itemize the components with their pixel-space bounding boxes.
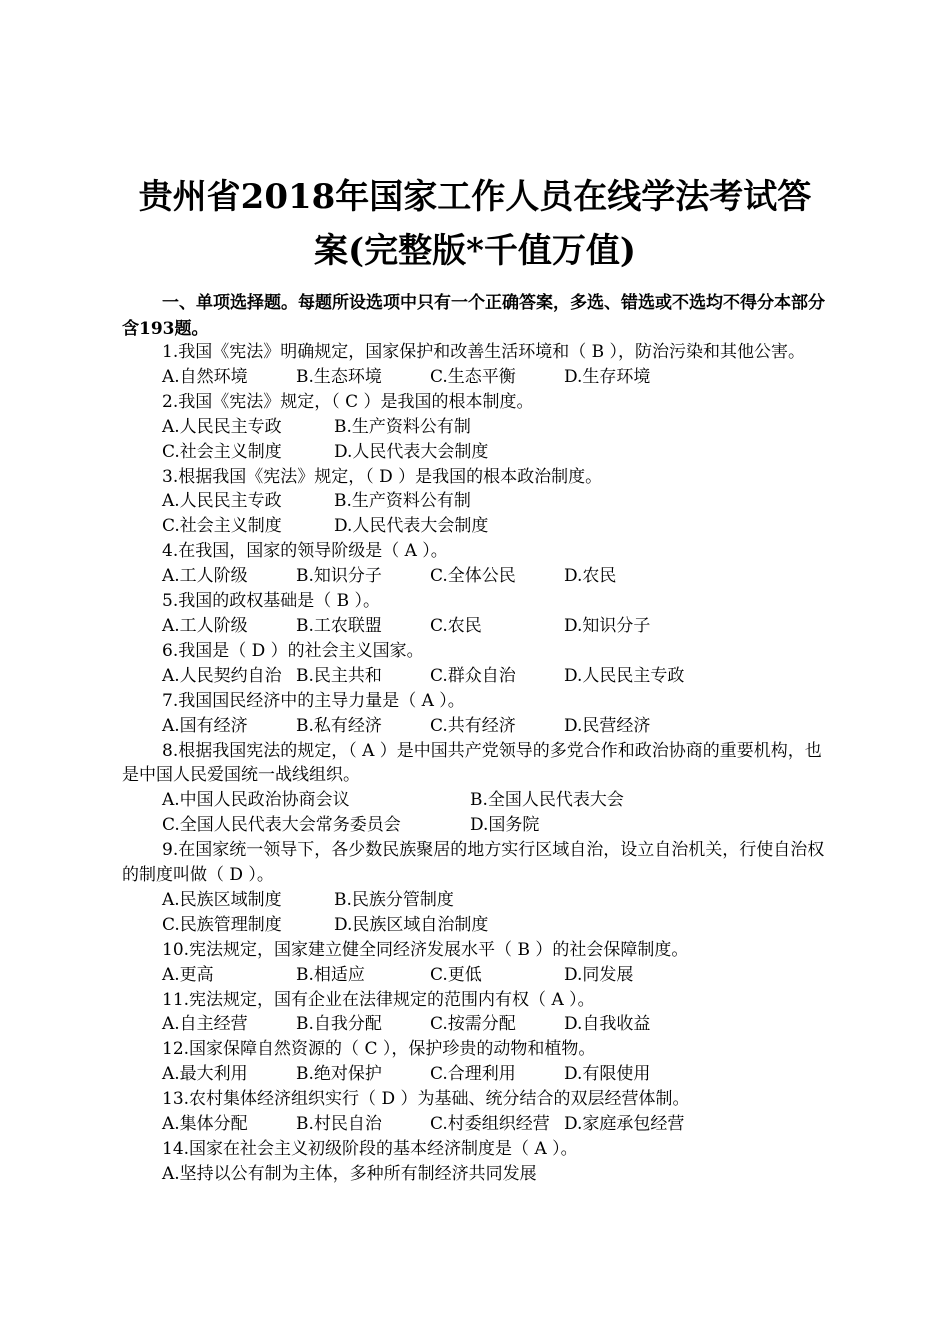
question-text: 9.在国家统一领导下，各少数民族聚居的地方实行区域自治，设立自治机关，行使自治权的制度叫做（ D ）。 — [122, 840, 825, 886]
option-row — [122, 664, 834, 689]
option-text: A.人民民主专政 — [162, 491, 282, 512]
option-row — [122, 514, 834, 539]
question-text: 3.根据我国《宪法》规定，（ D ）是我国的根本政治制度。 — [162, 466, 603, 487]
option-text: B.生产资料公有制 — [334, 416, 471, 437]
option-text: C.村委组织经营 — [430, 1114, 550, 1135]
option-text: C.全体公民 — [430, 566, 516, 587]
option-row — [122, 788, 834, 813]
question-text: 14.国家在社会主义初级阶段的基本经济制度是（ A ）。 — [162, 1139, 578, 1159]
option-text: A.中国人民政治协商会议 — [162, 790, 350, 811]
question-list — [122, 340, 834, 1187]
option-text: A.集体分配 — [162, 1114, 248, 1135]
question-text: 2.我国《宪法》规定，（ C ）是我国的根本制度。 — [162, 391, 534, 412]
option-text: C.社会主义制度 — [162, 516, 282, 537]
option-text: A.人民民主专政 — [162, 416, 282, 437]
question-text: 8.根据我国宪法的规定，（ A ）是中国共产党领导的多党合作和政治协商的重要机构，也是中国人民爱国统一战线组织。 — [122, 740, 822, 786]
option-row — [122, 1062, 834, 1087]
option-text: D.人民民主专政 — [564, 665, 685, 686]
option-text: B.自我分配 — [296, 1014, 382, 1035]
option-text: D.民族区域自治制度 — [334, 914, 489, 935]
option-row — [122, 1012, 834, 1037]
option-text: C.全国人民代表大会常务委员会 — [162, 815, 401, 836]
option-text: C.共有经济 — [430, 715, 516, 736]
option-text: C.群众自治 — [430, 665, 516, 686]
option-row — [122, 1162, 834, 1187]
option-text: B.私有经济 — [296, 715, 382, 736]
option-text: D.民营经济 — [564, 715, 651, 736]
question-text: 7.我国国民经济中的主导力量是（ A ）。 — [162, 690, 465, 711]
section-heading: 一、单项选择题。每题所设选项中只有一个正确答案，多选、错选或不选均不得分本部分含193题。 — [122, 293, 825, 339]
option-text: B.相适应 — [296, 964, 365, 985]
option-text: A.工人阶级 — [162, 615, 248, 636]
option-text: A.最大利用 — [162, 1064, 248, 1085]
option-row — [122, 963, 834, 988]
question-text: 5.我国的政权基础是（ B ）。 — [162, 591, 381, 612]
option-text: D.国务院 — [470, 815, 540, 836]
option-text: A.国有经济 — [162, 715, 248, 736]
option-text: C.按需分配 — [430, 1014, 516, 1035]
option-text: C.民族管理制度 — [162, 914, 282, 935]
option-text: B.知识分子 — [296, 566, 382, 587]
option-row — [122, 365, 834, 390]
option-row — [122, 614, 834, 639]
option-text: D.自我收益 — [564, 1014, 651, 1035]
option-row — [122, 440, 834, 465]
option-text: C.合理利用 — [430, 1064, 516, 1085]
option-row — [122, 813, 834, 838]
option-text: D.有限使用 — [564, 1064, 651, 1085]
question-text: 6.我国是（ D ）的社会主义国家。 — [162, 640, 424, 661]
option-row — [122, 913, 834, 938]
option-row — [122, 415, 834, 440]
document-title — [0, 170, 950, 278]
option-text: A.自主经营 — [162, 1014, 248, 1035]
option-row — [122, 489, 834, 514]
option-text: C.更低 — [430, 964, 482, 985]
option-text: D.同发展 — [564, 964, 634, 985]
option-text: D.生存环境 — [564, 366, 651, 387]
option-row — [122, 714, 834, 739]
option-row — [122, 564, 834, 589]
option-row — [122, 888, 834, 913]
option-text: A.工人阶级 — [162, 566, 248, 587]
option-text: B.民主共和 — [296, 665, 382, 686]
question-text: 11.宪法规定，国有企业在法律规定的范围内有权（ A ）。 — [162, 989, 595, 1010]
question-text: 13.农村集体经济组织实行（ D ）为基础、统分结合的双层经营体制。 — [162, 1089, 690, 1110]
option-text: D.农民 — [564, 566, 617, 587]
option-text: B.生产资料公有制 — [334, 491, 471, 512]
option-text: A.更高 — [162, 964, 214, 985]
question-text: 12.国家保障自然资源的（ C ），保护珍贵的动物和植物。 — [162, 1039, 596, 1060]
question-text: 10.宪法规定，国家建立健全同经济发展水平（ B ）的社会保障制度。 — [162, 939, 689, 960]
option-text: B.村民自治 — [296, 1114, 382, 1135]
title-line-1: 贵州省2018年国家工作人员在线学法考试答 — [138, 177, 812, 217]
option-text: B.全国人民代表大会 — [470, 790, 624, 811]
option-text: B.民族分管制度 — [334, 889, 454, 910]
option-text: C.生态平衡 — [430, 366, 516, 387]
option-text: C.社会主义制度 — [162, 441, 282, 462]
question-text: 4.在我国，国家的领导阶级是（ A ）。 — [162, 541, 448, 562]
option-text: D.人民代表大会制度 — [334, 441, 489, 462]
option-row — [122, 1112, 834, 1137]
option-text: A.人民契约自治 — [162, 665, 282, 686]
option-text: C.农民 — [430, 615, 482, 636]
option-text: B.工农联盟 — [296, 615, 382, 636]
option-text: A.坚持以公有制为主体，多种所有制经济共同发展 — [162, 1163, 537, 1184]
option-text: D.知识分子 — [564, 615, 651, 636]
option-text: A.自然环境 — [162, 366, 248, 387]
option-text: B.绝对保护 — [296, 1064, 382, 1085]
option-text: B.生态环境 — [296, 366, 382, 387]
question-text: 1.我国《宪法》明确规定，国家保护和改善生活环境和（ B ），防治污染和其他公害。 — [162, 342, 806, 362]
option-text: D.家庭承包经营 — [564, 1114, 685, 1135]
option-text: D.人民代表大会制度 — [334, 516, 489, 537]
option-text: A.民族区域制度 — [162, 889, 282, 910]
title-line-2: 案(完整版*千值万值) — [314, 231, 636, 271]
